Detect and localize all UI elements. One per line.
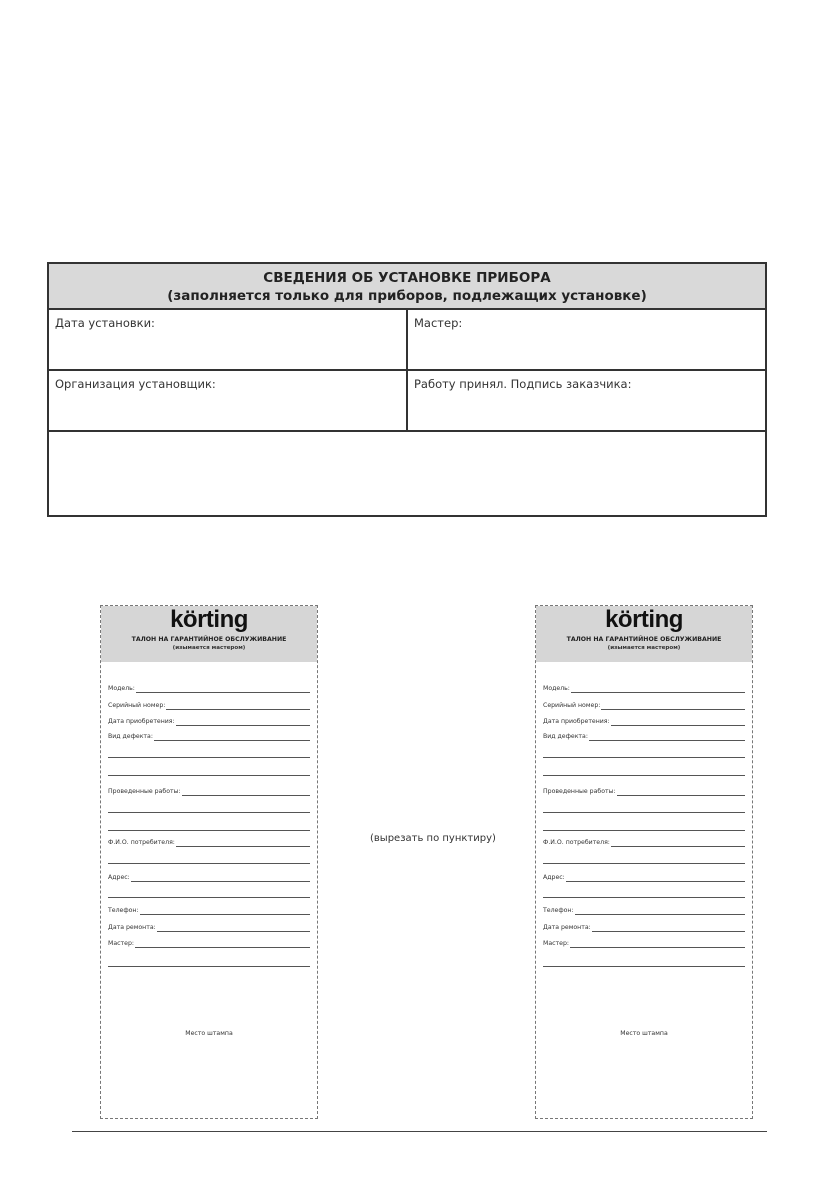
customer-signature-label: Работу принял. Подпись заказчика: [414,377,632,391]
consumer-field[interactable] [108,839,310,847]
serial-field[interactable] [543,702,745,710]
installation-subtitle: (заполняется только для приборов, подлежащих установке) [167,288,647,304]
serial-field[interactable] [108,702,310,710]
works-label: Проведенные работы: [543,788,616,795]
defect-field[interactable] [543,733,745,741]
installation-header [49,264,765,310]
works-field[interactable] [543,788,745,796]
coupon-title: ТАЛОН НА ГАРАНТИЙНОЕ ОБСЛУЖИВАНИЕ [566,636,722,643]
works-field[interactable] [108,788,310,796]
consumer-line [611,839,745,847]
purchase-date-field[interactable] [108,718,310,726]
repair-date-field[interactable] [108,924,310,932]
works-line [182,788,310,796]
model-line [136,685,310,693]
master-line [135,940,310,948]
stamp-place: Место штампа [185,1030,233,1037]
purchase-date-field[interactable] [543,718,745,726]
master-line-2[interactable] [108,966,310,967]
master-field[interactable] [408,310,765,369]
repair-date-label: Дата ремонта: [543,924,591,931]
consumer-label: Ф.И.О. потребителя: [543,839,610,846]
purchase-date-label: Дата приобретения: [543,718,610,725]
consumer-label: Ф.И.О. потребителя: [108,839,175,846]
defect-label: Вид дефекта: [543,733,588,740]
defect-field[interactable] [108,733,310,741]
model-label: Модель: [543,685,570,692]
purchase-date-line [611,718,745,726]
model-line [571,685,745,693]
repair-date-label: Дата ремонта: [108,924,156,931]
phone-line [575,907,745,915]
works-line [617,788,745,796]
defect-label: Вид дефекта: [108,733,153,740]
defect-line [154,733,310,741]
installation-title: СВЕДЕНИЯ ОБ УСТАНОВКЕ ПРИБОРА [263,270,551,286]
brand-logo: körting [170,606,248,633]
works-line-2[interactable] [108,812,310,813]
works-line-3[interactable] [108,830,310,831]
coupon-title: ТАЛОН НА ГАРАНТИЙНОЕ ОБСЛУЖИВАНИЕ [131,636,287,643]
purchase-date-line [176,718,310,726]
consumer-field[interactable] [543,839,745,847]
address-field[interactable] [108,874,310,882]
model-label: Модель: [108,685,135,692]
repair-date-line [157,924,310,932]
serial-line [166,702,310,710]
master-label: Мастер: [414,316,463,330]
coupon-subtitle: (изымается мастером) [607,645,681,651]
coupon-header [101,606,317,662]
works-line-3[interactable] [543,830,745,831]
serial-line [601,702,745,710]
address-line-2[interactable] [543,897,745,898]
serial-label: Серийный номер: [108,702,166,709]
phone-field[interactable] [543,907,745,915]
works-label: Проведенные работы: [108,788,181,795]
master-line-2[interactable] [543,966,745,967]
address-label: Адрес: [543,874,565,881]
defect-line [589,733,745,741]
coupon-header [536,606,752,662]
coupon-subtitle: (изымается мастером) [172,645,246,651]
stamp-place: Место штампа [620,1030,668,1037]
consumer-line-2[interactable] [108,863,310,864]
master-label: Мастер: [108,940,134,947]
model-field[interactable] [543,685,745,693]
master-label: Мастер: [543,940,569,947]
defect-line-2[interactable] [108,757,310,758]
consumer-line [176,839,310,847]
address-label: Адрес: [108,874,130,881]
customer-signature-field[interactable] [408,371,765,430]
phone-field[interactable] [108,907,310,915]
address-line [131,874,310,882]
phone-label: Телефон: [543,907,574,914]
defect-line-3[interactable] [108,775,310,776]
works-line-2[interactable] [543,812,745,813]
master-field[interactable] [108,940,310,948]
installation-row-1 [49,310,765,371]
brand-logo: körting [605,606,683,633]
model-field[interactable] [108,685,310,693]
install-date-label: Дата установки: [55,316,155,330]
defect-line-3[interactable] [543,775,745,776]
master-field[interactable] [543,940,745,948]
installation-notes-area[interactable] [49,432,765,518]
organization-label: Организация установщик: [55,377,216,391]
address-line [566,874,745,882]
master-line [570,940,745,948]
phone-label: Телефон: [108,907,139,914]
warranty-coupon-left [100,605,318,1119]
repair-date-line [592,924,745,932]
footer-divider [72,1131,767,1132]
cut-instruction: (вырезать по пунктиру) [370,833,496,844]
install-date-field[interactable] [49,310,408,369]
serial-label: Серийный номер: [543,702,601,709]
address-field[interactable] [543,874,745,882]
repair-date-field[interactable] [543,924,745,932]
consumer-line-2[interactable] [543,863,745,864]
address-line-2[interactable] [108,897,310,898]
organization-field[interactable] [49,371,408,430]
installation-info-table [47,262,767,517]
defect-line-2[interactable] [543,757,745,758]
warranty-coupon-right [535,605,753,1119]
phone-line [140,907,310,915]
purchase-date-label: Дата приобретения: [108,718,175,725]
installation-row-2 [49,371,765,432]
